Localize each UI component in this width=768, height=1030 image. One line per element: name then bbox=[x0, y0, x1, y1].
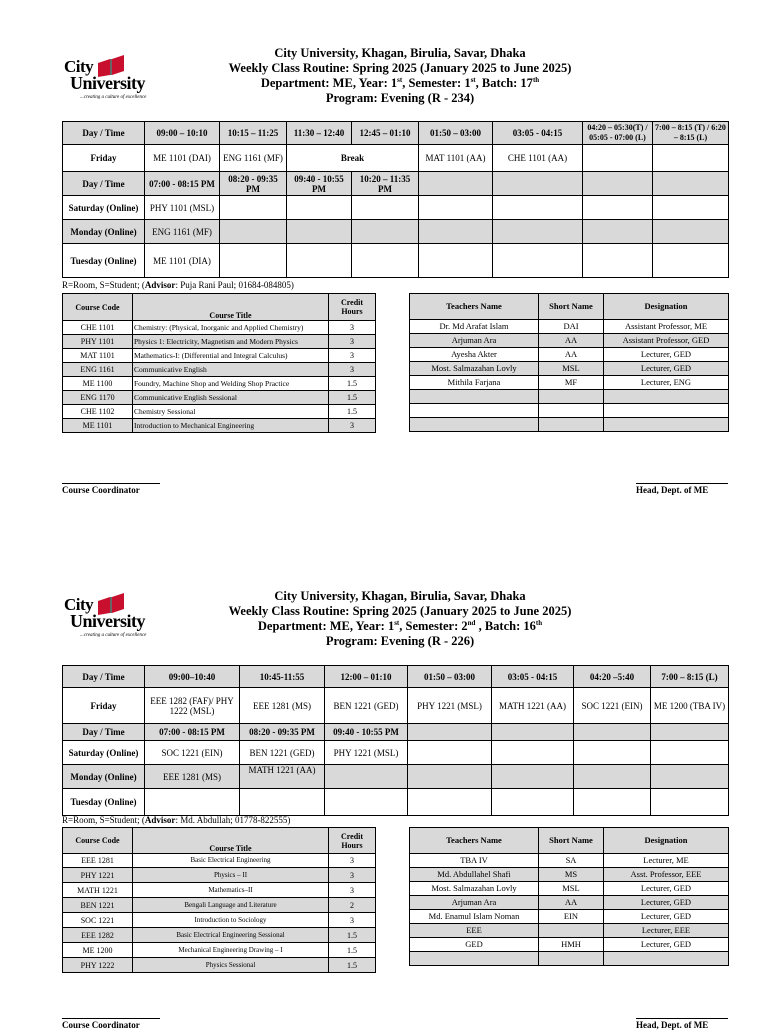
table-row-saturday: Saturday (Online) SOC 1221 (EIN) BEN 1221 (GED) PHY 1221 (MSL) bbox=[63, 741, 729, 765]
university-logo: City University ...creating a culture of excellence bbox=[64, 595, 147, 638]
table-row: MATH 1221 Mathematics–II 3 bbox=[63, 883, 376, 898]
teacher-table: Teachers Name Short Name Designation TBA IV SA Lecturer, ME Md. Abdullahel Shafi MS Asst. Professor, EEE Most. Salmazahan Lovly MSL Lecturer, GED Arjuman Ara AA Lecturer, GED Md. Enamul Islam Noman EIN Lecturer, GED EEE Lecturer, EEE GED HMH Lecturer, GED bbox=[409, 827, 729, 966]
table-row: Dr. Md Arafat Islam DAI Assistant Professor, ME bbox=[410, 320, 729, 334]
table-row-monday: Monday (Online) EEE 1281 (MS) MATH 1221 (AA) bbox=[63, 765, 729, 789]
table-row-tuesday: Tuesday (Online) bbox=[63, 789, 729, 816]
table-row-monday: Monday (Online) ENG 1161 (MF) bbox=[63, 220, 729, 244]
routine-header bbox=[200, 589, 600, 649]
course-table: Course Code Course Title Credit Hours EEE 1281 Basic Electrical Engineering 3 PHY 1221 Physics – II 3 MATH 1221 Mathematics–II 3 BEN 1221 Bengali Language and Literature 2 SOC 1221 Introduction to Sociology 3 EEE 1282 Basic Electrical Engineering Sessional 1.5 ME 1200 Mechanical Engineering Drawing – I 1.5 PHY 1222 Physics Sessional 1.5 bbox=[62, 827, 376, 973]
table-row-saturday: Saturday (Online) PHY 1101 (MSL) bbox=[63, 196, 729, 220]
table-row: ENG 1170 Communicative English Sessional 1.5 bbox=[63, 391, 376, 405]
table-row bbox=[410, 952, 729, 966]
course-table: Course Code Course Title Credit Hours CHE 1101 Chemistry: (Physical, Inorganic and Applied Chemistry) 3 PHY 1101 Physics 1: Electricity, Magnetism and Modern Physics 3 MAT 1101 Mathematics-I: (Differential and Integral Calculus) 3 ENG 1161 Communicative English 3 ME 1100 Foundry, Machine Shop and Welding Shop Practice 1.5 ENG 1170 Communicative English Sessional 1.5 CHE 1102 Chemistry Sessional 1.5 ME 1101 Introduction to Mechanical Engineering 3 bbox=[62, 293, 376, 433]
university-name: City University, Khagan, Birulia, Savar, Dhaka bbox=[274, 46, 526, 60]
table-header-row: Day / Time 09:00–10:40 10:45-11:55 12:00 – 01:10 01:50 – 03:00 03:05 - 04:15 04:20 –5:40 7:00 – 8:15 (L) bbox=[63, 666, 729, 688]
table-row: Most. Salmazahan Lovly MSL Lecturer, GED bbox=[410, 362, 729, 376]
table-row: Ayesha Akter AA Lecturer, GED bbox=[410, 348, 729, 362]
table-row: EEE 1281 Basic Electrical Engineering 3 bbox=[63, 854, 376, 868]
table-row: TBA IV SA Lecturer, ME bbox=[410, 854, 729, 868]
table-row: ENG 1161 Communicative English 3 bbox=[63, 363, 376, 377]
head-signature: Head, Dept. of ME bbox=[636, 483, 728, 495]
table-header-row: Day / Time 09:00 – 10:10 10:15 – 11:25 11:30 – 12:40 12:45 – 01:10 01:50 – 03:00 03:05 - 04:15 04:20 – 05:30(T) / 05:05 - 07:00 (L) 7:00 – 8:15 (T) / 6:20 – 8:15 (L) bbox=[63, 122, 729, 145]
university-name: City University, Khagan, Birulia, Savar, Dhaka bbox=[274, 589, 526, 603]
course-coordinator-signature: Course Coordinator bbox=[62, 1018, 160, 1030]
table-row: Md. Abdullahel Shafi MS Asst. Professor, EEE bbox=[410, 868, 729, 882]
routine-title: Weekly Class Routine: Spring 2025 (January 2025 to June 2025) bbox=[228, 604, 572, 618]
course-coordinator-signature: Course Coordinator bbox=[62, 483, 160, 495]
head-signature: Head, Dept. of ME bbox=[636, 1018, 728, 1030]
table-row: Mithila Farjana MF Lecturer, ENG bbox=[410, 376, 729, 390]
table-row: ME 1101 Introduction to Mechanical Engineering 3 bbox=[63, 419, 376, 433]
class-routine-table bbox=[62, 665, 729, 816]
table-row: Md. Enamul Islam Noman EIN Lecturer, GED bbox=[410, 910, 729, 924]
table-row: CHE 1101 Chemistry: (Physical, Inorganic and Applied Chemistry) 3 bbox=[63, 321, 376, 335]
table-row: Most. Salmazahan Lovly MSL Lecturer, GED bbox=[410, 882, 729, 896]
table-row: ME 1100 Foundry, Machine Shop and Welding Shop Practice 1.5 bbox=[63, 377, 376, 391]
table-row: GED HMH Lecturer, GED bbox=[410, 938, 729, 952]
table-row: Arjuman Ara AA Lecturer, GED bbox=[410, 896, 729, 910]
table-row: PHY 1221 Physics – II 3 bbox=[63, 868, 376, 883]
table-row: CHE 1102 Chemistry Sessional 1.5 bbox=[63, 405, 376, 419]
advisor-note: R=Room, S=Student; (Advisor: Puja Rani Paul; 01684-084805) bbox=[62, 280, 294, 290]
program-line: Program: Evening (R - 234) bbox=[325, 91, 475, 105]
table-row: EEE Lecturer, EEE bbox=[410, 924, 729, 938]
table-row: ME 1200 Mechanical Engineering Drawing – I 1.5 bbox=[63, 943, 376, 958]
table-row: BEN 1221 Bengali Language and Literature 2 bbox=[63, 898, 376, 913]
table-header-row-evening: Day / Time 07:00 - 08:15 PM 08:20 - 09:35 PM 09:40 - 10:55 PM bbox=[63, 724, 729, 741]
department-line: Department: ME, Year: 1st, Semester: 1st, Batch: 17th bbox=[260, 75, 540, 90]
teacher-table: Teachers Name Short Name Designation Dr. Md Arafat Islam DAI Assistant Professor, ME Arjuman Ara AA Assistant Professor, GED Ayesha Akter AA Lecturer, GED Most. Salmazahan Lovly MSL Lecturer, GED Mithila Farjana MF Lecturer, ENG bbox=[409, 293, 729, 432]
routine-title: Weekly Class Routine: Spring 2025 (January 2025 to June 2025) bbox=[228, 61, 572, 75]
program-line: Program: Evening (R - 226) bbox=[325, 634, 475, 648]
table-header-row-evening: Day / Time 07:00 - 08:15 PM 08:20 - 09:35 PM 09:40 - 10:55 PM 10:20 – 11:35 PM bbox=[63, 172, 729, 196]
table-row: EEE 1282 Basic Electrical Engineering Sessional 1.5 bbox=[63, 928, 376, 943]
table-row-friday: Friday EEE 1282 (FAF)/ PHY 1222 (MSL) EEE 1281 (MS) BEN 1221 (GED) PHY 1221 (MSL) MATH 1221 (AA) SOC 1221 (EIN) ME 1200 (TBA IV) bbox=[63, 688, 729, 724]
table-row: PHY 1222 Physics Sessional 1.5 bbox=[63, 958, 376, 973]
table-row: PHY 1101 Physics 1: Electricity, Magnetism and Modern Physics 3 bbox=[63, 335, 376, 349]
table-row-tuesday: Tuesday (Online) ME 1101 (DIA) bbox=[63, 244, 729, 278]
department-line: Department: ME, Year: 1st, Semester: 2nd , Batch: 16th bbox=[257, 618, 543, 633]
table-row: Arjuman Ara AA Assistant Professor, GED bbox=[410, 334, 729, 348]
table-row: MAT 1101 Mathematics-I: (Differential and Integral Calculus) 3 bbox=[63, 349, 376, 363]
table-row: SOC 1221 Introduction to Sociology 3 bbox=[63, 913, 376, 928]
university-logo: City University ...creating a culture of excellence bbox=[64, 57, 147, 100]
table-row-friday: Friday ME 1101 (DAI) ENG 1161 (MF) Break MAT 1101 (AA) CHE 1101 (AA) bbox=[63, 145, 729, 172]
advisor-note: R=Room, S=Student; (Advisor: Md. Abdullah; 01778-822555) bbox=[62, 815, 291, 825]
